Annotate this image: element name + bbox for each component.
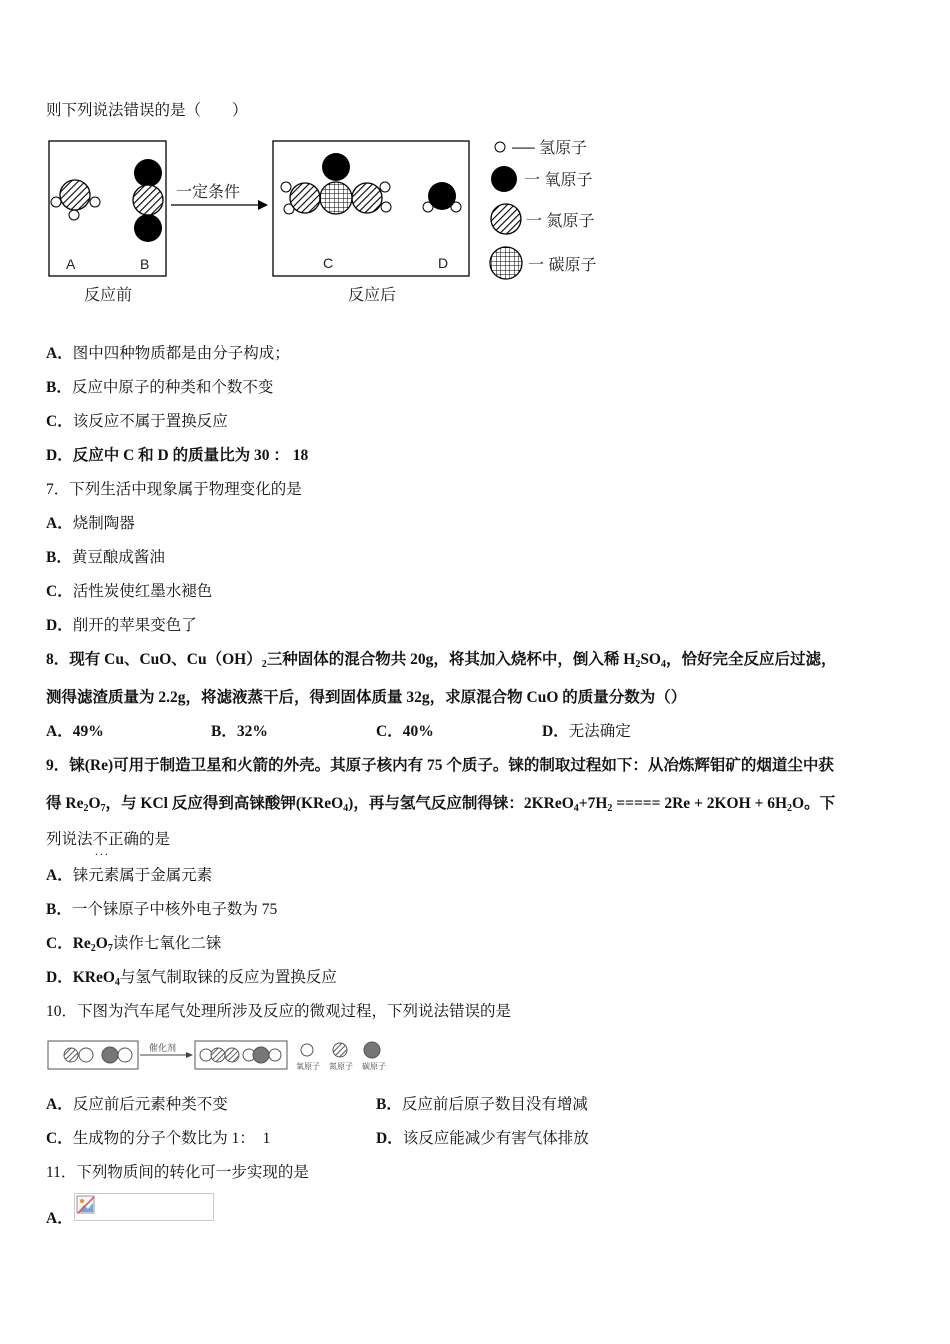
legend-carbon-icon	[364, 1042, 380, 1058]
q9-stem-line1: 9．铼(Re)可用于制造卫星和火箭的外壳。其原子核内有 75 个质子。铼的制取过程如下：从冶炼辉钼矿的烟道尘中获	[46, 757, 834, 774]
q6-option-d: D．反应中 C 和 D 的质量比为 30 ： 18	[46, 447, 309, 464]
q9-stem-line3: 列说法不正确 · ·的是	[46, 830, 170, 850]
q6-option-c: C．该反应不属于置换反应	[46, 413, 228, 430]
q10-option-b: B．反应前后原子数目没有增减	[376, 1096, 588, 1113]
q7-stem: 7．下列生活中现象属于物理变化的是	[46, 481, 302, 498]
legend-nitrogen-icon	[491, 204, 521, 234]
q6-option-b: B．反应中原子的种类和个数不变	[46, 379, 274, 396]
legend-carbon: 碳原子	[362, 1062, 386, 1071]
broken-image-icon	[76, 1195, 96, 1215]
q7-option-a: A．烧制陶器	[46, 515, 135, 532]
q8-stem-line1: 8．现有 Cu、CuO、$Cu(OH)_2$三种固体的混合物共 20g，将其加入烧杯中，倒入稀 $H_2SO_4$，恰好完全反应后过滤，	[46, 651, 837, 670]
q7-option-b: B．黄豆酿成酱油	[46, 549, 165, 566]
molecule-b-oxygen	[134, 214, 162, 242]
legend-hydrogen-icon	[495, 142, 505, 152]
caption-after: 反应后	[348, 287, 397, 304]
legend-nitrogen: 一 氮原子	[526, 213, 595, 230]
molecule-c-nitrogen	[352, 183, 382, 213]
reaction-diagram-q10	[46, 1033, 406, 1075]
emphasis-dots: 不正确 · ·	[93, 831, 140, 848]
q10-option-a: A．反应前后元素种类不变	[46, 1096, 228, 1113]
label-c: C	[323, 255, 334, 271]
q10-stem: 10．下图为汽车尾气处理所涉及反应的微观过程，下列说法错误的是	[46, 1003, 512, 1020]
broken-image-placeholder	[74, 1193, 214, 1221]
legend-carbon-icon	[490, 247, 522, 279]
q9-option-b: B．一个铼原子中核外电子数为 75	[46, 901, 278, 918]
q9-option-d: D．KReO$_4$与氢气制取铼的反应为置换反应	[46, 969, 337, 988]
arrow-condition-text: 一定条件	[176, 184, 241, 201]
q11-stem: 11．下列物质间的转化可一步实现的是	[46, 1164, 309, 1181]
q8-stem-line2: 测得滤渣质量为 2.2g，将滤液蒸干后，得到固体质量 32g，求原混合物 CuO 的质量分数为（）	[46, 689, 687, 706]
q8-option-d: D．无法确定	[542, 723, 631, 740]
molecule-c-oxygen	[322, 153, 350, 181]
molecule-a-hydrogen	[69, 210, 79, 220]
caption-before: 反应前	[84, 287, 133, 304]
label-b: B	[140, 256, 150, 272]
molecule-b-oxygen	[134, 159, 162, 187]
molecule-c-nitrogen	[290, 183, 320, 213]
legend-hydrogen: ── 氢原子	[512, 140, 588, 157]
legend-oxygen: 氧原子	[296, 1062, 320, 1071]
legend-carbon: 一 碳原子	[528, 257, 597, 274]
legend-oxygen-icon	[491, 166, 517, 192]
label-d: D	[438, 255, 449, 271]
q8-option-c: C．40%	[376, 723, 434, 740]
molecule-c-carbon	[320, 182, 352, 214]
label-a: A	[66, 256, 76, 272]
legend-nitrogen-icon	[333, 1043, 347, 1057]
q6-stem: 则下列说法错误的是（ ）	[46, 102, 248, 119]
q7-option-d: D．削开的苹果变色了	[46, 617, 197, 634]
q10-option-d: D．该反应能减少有害气体排放	[376, 1130, 589, 1147]
q8-option-b: B．32%	[211, 723, 268, 740]
q10-option-c: C．生成物的分子个数比为 1： 1	[46, 1130, 271, 1147]
reaction-diagram-q6	[46, 135, 616, 310]
molecule-a-nitrogen	[60, 180, 90, 210]
legend-oxygen-icon	[301, 1044, 313, 1056]
catalyst-label: 催化剂	[149, 1043, 177, 1053]
molecule-d-oxygen	[428, 182, 456, 210]
q11-option-a: A．	[46, 1210, 73, 1227]
q8-option-a: A．49%	[46, 723, 104, 740]
legend-nitrogen: 氮原子	[329, 1062, 353, 1071]
molecule-a-hydrogen	[90, 197, 100, 207]
q7-option-c: C．活性炭使红墨水褪色	[46, 583, 213, 600]
molecule-a-hydrogen	[51, 197, 61, 207]
q9-stem-line2: 得 $Re_2O_7$，与 KCl 反应得到高铼酸钾(KReO$_4$)，再与氢气反应制得铼：$2KReO_4+7H_2$ ===== $2Re + 2KOH + 6H_2O$。下	[46, 795, 836, 814]
legend-oxygen: 一 氧原子	[524, 172, 593, 189]
molecule-b-nitrogen	[133, 185, 163, 215]
q9-option-c: C．$Re_2O_7$读作七氧化二铼	[46, 935, 222, 954]
q9-option-a: A．铼元素属于金属元素	[46, 867, 213, 884]
q6-option-a: A．图中四种物质都是由分子构成；	[46, 345, 290, 362]
